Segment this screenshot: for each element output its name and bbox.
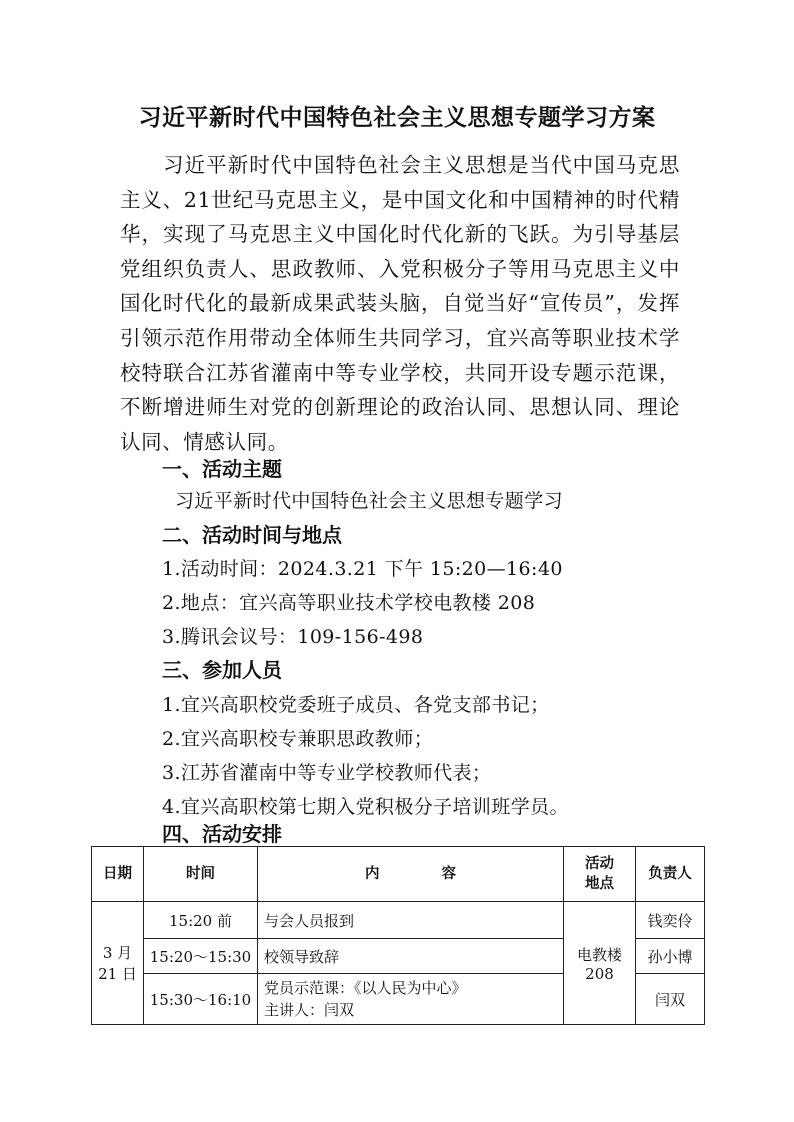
time-place-item-3: 3.腾讯会议号：109-156-498 — [162, 626, 424, 648]
header-place-line2: 地点 — [585, 876, 614, 892]
owner-cell: 闫双 — [636, 974, 705, 1025]
theme-text: 习近平新时代中国特色社会主义思想专题学习 — [175, 490, 564, 512]
header-place-line1: 活动 — [585, 856, 614, 872]
time-cell: 15:20～15:30 — [144, 939, 258, 974]
header-content — [258, 847, 564, 902]
participants-item-3: 3.江苏省灌南中等专业学校教师代表； — [162, 762, 492, 784]
date-cell — [92, 902, 144, 1025]
intro-paragraph: 习近平新时代中国特色社会主义思想是当代中国马克思主义、21世纪马克思主义，是中国文化和中国精神的时代精华，实现了马克思主义中国化时代化新的飞跃。为引导基层党组织负责人、思政教师、入党积极分子等用马克思主义中国化时代化的最新成果武装头脑，自觉当好“宣传员”，发挥引领示范作用带动全体师生共同学习，宜兴高等职业技术学校特联合江苏省灌南中等专业学校，共同开设专题示范课，不断增进师生对党的创新理论的政治认同、思想认同、理论认同、情感认同。 — [120, 153, 680, 454]
table-row — [92, 902, 705, 939]
content-cell: 校领导致辞 — [258, 939, 564, 974]
header-content-part2: 容 — [441, 866, 456, 882]
time-place-item-1: 1.活动时间：2024.3.21 下午 15:20—16:40 — [162, 558, 563, 580]
content-cell: 与会人员报到 — [258, 902, 564, 939]
header-date: 日期 — [92, 847, 144, 902]
header-place — [564, 847, 636, 902]
table-header-row — [92, 847, 705, 902]
section-heading-participants: 三、参加人员 — [162, 658, 282, 682]
document-title: 习近平新时代中国特色社会主义思想专题学习方案 — [138, 105, 656, 131]
time-cell: 15:20 前 — [144, 902, 258, 939]
place-line1: 电教楼 — [576, 945, 622, 964]
participants-item-1: 1.宜兴高职校党委班子成员、各党支部书记； — [162, 694, 550, 716]
time-cell: 15:30～16:10 — [144, 974, 258, 1025]
owner-cell: 钱奕伶 — [636, 902, 705, 939]
participants-item-2: 2.宜兴高职校专兼职思政教师； — [162, 728, 434, 750]
section-heading-theme: 一、活动主题 — [162, 457, 282, 481]
header-content-part1: 内 — [365, 866, 380, 882]
content-line2: 主讲人：闫双 — [264, 1001, 355, 1019]
header-time: 时间 — [144, 847, 258, 902]
place-line2: 208 — [585, 964, 614, 983]
participants-item-4: 4.宜兴高职校第七期入党积极分子培训班学员。 — [162, 796, 569, 818]
section-heading-schedule: 四、活动安排 — [162, 822, 282, 846]
section-heading-time-place: 二、活动时间与地点 — [162, 523, 342, 547]
date-line1: 3 月 — [102, 944, 133, 962]
place-cell — [564, 902, 636, 1025]
schedule-table — [91, 846, 705, 1025]
owner-cell: 孙小博 — [636, 939, 705, 974]
content-cell — [258, 974, 564, 1025]
header-owner: 负责人 — [636, 847, 705, 902]
content-line1: 党员示范课：《以人民为中心》 — [264, 979, 467, 997]
time-place-item-2: 2.地点：宜兴高等职业技术学校电教楼 208 — [162, 592, 536, 614]
date-line2: 21 日 — [98, 965, 137, 983]
